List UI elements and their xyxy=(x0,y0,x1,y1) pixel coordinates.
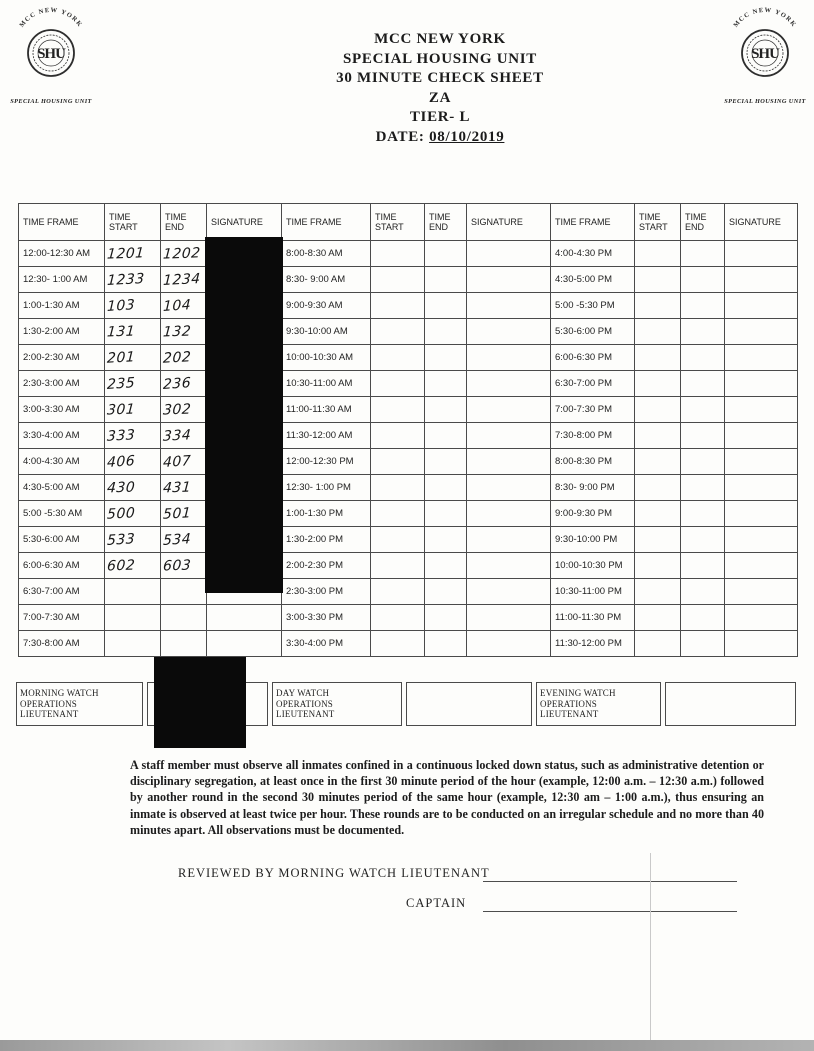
time-start-cell xyxy=(635,293,681,319)
signature-cell xyxy=(725,501,798,527)
time-start-cell xyxy=(635,267,681,293)
time-frame-cell: 3:30-4:00 PM xyxy=(282,631,371,657)
handwritten-entry: 333 xyxy=(106,426,136,445)
handwritten-entry: 235 xyxy=(106,374,136,393)
handwritten-entry: 500 xyxy=(106,504,136,523)
time-end-cell xyxy=(161,267,207,293)
time-frame-cell: 7:30-8:00 PM xyxy=(551,423,635,449)
time-end-cell xyxy=(161,423,207,449)
svg-text:MCC NEW YORK xyxy=(18,7,83,29)
time-end-cell xyxy=(681,423,725,449)
time-frame-cell: 11:30-12:00 PM xyxy=(551,631,635,657)
table-row xyxy=(19,605,798,631)
time-end-cell xyxy=(681,267,725,293)
column-header-time-end: TIME END xyxy=(425,204,467,241)
signature-cell xyxy=(467,319,551,345)
signature-cell xyxy=(725,397,798,423)
table-row xyxy=(19,397,798,423)
time-end-cell xyxy=(681,319,725,345)
time-start-cell xyxy=(371,241,425,267)
stamp-arc-text: MCC NEW YORK xyxy=(18,6,84,29)
table-row xyxy=(19,371,798,397)
time-frame-cell: 5:00 -5:30 PM xyxy=(551,293,635,319)
time-start-cell xyxy=(371,319,425,345)
time-end-cell xyxy=(425,579,467,605)
time-end-cell xyxy=(425,449,467,475)
time-start-cell xyxy=(105,241,161,267)
signature-cell xyxy=(467,423,551,449)
watch-label-line: LIEUTENANT xyxy=(540,709,599,720)
shu-stamp-graphic xyxy=(8,6,94,108)
time-end-cell xyxy=(425,475,467,501)
time-start-cell xyxy=(635,397,681,423)
time-frame-cell: 1:00-1:30 AM xyxy=(19,293,105,319)
time-end-cell xyxy=(161,631,207,657)
time-start-cell xyxy=(105,345,161,371)
time-frame-cell: 7:00-7:30 AM xyxy=(19,605,105,631)
table-row xyxy=(19,319,798,345)
signature-cell xyxy=(207,605,282,631)
time-start-cell xyxy=(635,553,681,579)
signature-cell xyxy=(467,267,551,293)
watch-label-line: LIEUTENANT xyxy=(20,709,79,720)
time-end-cell xyxy=(681,501,725,527)
column-header-time-end: TIME END xyxy=(161,204,207,241)
time-start-cell xyxy=(635,449,681,475)
title-line-form: 30 MINUTE CHECK SHEET xyxy=(336,70,544,86)
time-frame-cell: 8:00-8:30 PM xyxy=(551,449,635,475)
check-table-head xyxy=(19,204,798,241)
time-start-cell xyxy=(371,345,425,371)
time-frame-cell: 9:30-10:00 AM xyxy=(282,319,371,345)
table-row xyxy=(19,553,798,579)
table-row xyxy=(19,241,798,267)
time-end-cell xyxy=(161,475,207,501)
column-header-signature: SIGNATURE xyxy=(207,204,282,241)
signature-cell xyxy=(725,605,798,631)
time-start-cell xyxy=(635,501,681,527)
handwritten-entry: 603 xyxy=(162,556,192,575)
column-header-signature: SIGNATURE xyxy=(467,204,551,241)
watch-label-day xyxy=(272,682,402,726)
table-row xyxy=(19,501,798,527)
column-header-time-start: TIME START xyxy=(371,204,425,241)
time-frame-cell: 4:30-5:00 PM xyxy=(551,267,635,293)
check-table-body xyxy=(19,241,798,657)
time-end-cell xyxy=(161,605,207,631)
signature-cell xyxy=(207,631,282,657)
watch-label-line: OPERATIONS xyxy=(540,698,598,709)
handwritten-entry: 1233 xyxy=(106,270,146,289)
time-frame-cell: 11:00-11:30 AM xyxy=(282,397,371,423)
signature-cell xyxy=(725,527,798,553)
time-end-cell xyxy=(161,371,207,397)
stamp-emblem-text: SHU xyxy=(751,46,779,62)
handwritten-entry: 602 xyxy=(106,556,136,575)
title-line-tier: TIER- L xyxy=(409,109,471,125)
signature-cell xyxy=(725,241,798,267)
handwritten-entry: 406 xyxy=(106,452,136,471)
date-label: DATE: xyxy=(375,128,425,145)
time-start-cell xyxy=(371,579,425,605)
signature-cell xyxy=(725,371,798,397)
handwritten-entry: 534 xyxy=(162,530,192,549)
handwritten-entry: 1202 xyxy=(162,244,202,263)
table-row xyxy=(19,527,798,553)
time-frame-cell: 6:00-6:30 PM xyxy=(551,345,635,371)
time-start-cell xyxy=(105,267,161,293)
time-end-cell xyxy=(161,241,207,267)
handwritten-entry: 431 xyxy=(162,478,192,497)
time-frame-cell: 10:30-11:00 AM xyxy=(282,371,371,397)
table-row xyxy=(19,345,798,371)
signature-cell xyxy=(725,319,798,345)
handwritten-entry: 202 xyxy=(162,348,192,367)
time-end-cell xyxy=(425,345,467,371)
handwritten-entry: 201 xyxy=(106,348,136,367)
time-frame-cell: 10:00-10:30 AM xyxy=(282,345,371,371)
time-frame-cell: 9:00-9:30 AM xyxy=(282,293,371,319)
time-end-cell xyxy=(425,397,467,423)
time-start-cell xyxy=(635,345,681,371)
table-row xyxy=(19,423,798,449)
signature-cell xyxy=(725,267,798,293)
handwritten-entry: 407 xyxy=(162,452,192,471)
table-row xyxy=(19,267,798,293)
time-end-cell xyxy=(681,475,725,501)
time-start-cell xyxy=(105,293,161,319)
time-end-cell xyxy=(161,527,207,553)
captain-label: CAPTAIN xyxy=(406,896,467,910)
title-line-facility: MCC NEW YORK xyxy=(374,31,506,47)
time-end-cell xyxy=(425,631,467,657)
time-end-cell xyxy=(161,501,207,527)
time-end-cell xyxy=(425,423,467,449)
time-frame-cell: 9:30-10:00 PM xyxy=(551,527,635,553)
handwritten-entry: 132 xyxy=(162,322,192,341)
time-end-cell xyxy=(425,527,467,553)
time-start-cell xyxy=(105,475,161,501)
watch-signature-area-day xyxy=(406,682,532,726)
watch-label-morning xyxy=(16,682,143,726)
handwritten-entry: 301 xyxy=(106,400,136,419)
time-end-cell xyxy=(425,605,467,631)
time-frame-cell: 3:30-4:00 AM xyxy=(19,423,105,449)
watch-signature-area-evening xyxy=(665,682,796,726)
check-table xyxy=(18,203,798,657)
time-frame-cell: 5:30-6:00 AM xyxy=(19,527,105,553)
signature-cell xyxy=(467,501,551,527)
time-frame-cell: 3:00-3:30 PM xyxy=(282,605,371,631)
shu-stamp-left xyxy=(8,6,94,108)
time-frame-cell: 5:30-6:00 PM xyxy=(551,319,635,345)
scan-artifact-vertical-line xyxy=(650,853,651,1041)
time-frame-cell: 12:30- 1:00 PM xyxy=(282,475,371,501)
reviewed-by-signature-line xyxy=(483,881,737,882)
time-end-cell xyxy=(161,553,207,579)
signature-cell xyxy=(725,293,798,319)
time-start-cell xyxy=(371,423,425,449)
time-start-cell xyxy=(371,631,425,657)
time-start-cell xyxy=(635,631,681,657)
time-frame-cell: 1:30-2:00 AM xyxy=(19,319,105,345)
table-row xyxy=(19,475,798,501)
watch-label-evening xyxy=(536,682,661,726)
time-frame-cell: 10:00-10:30 PM xyxy=(551,553,635,579)
captain-signature-line xyxy=(483,911,737,912)
signature-cell xyxy=(467,527,551,553)
time-frame-cell: 12:00-12:30 AM xyxy=(19,241,105,267)
handwritten-entry: 104 xyxy=(162,296,192,315)
time-frame-cell: 6:00-6:30 AM xyxy=(19,553,105,579)
scan-artifact-bottom-edge xyxy=(0,1040,814,1051)
watch-label-line: OPERATIONS xyxy=(276,698,334,709)
time-frame-cell: 11:00-11:30 PM xyxy=(551,605,635,631)
watch-label-line: LIEUTENANT xyxy=(276,709,335,720)
time-frame-cell: 12:30- 1:00 AM xyxy=(19,267,105,293)
time-frame-cell: 8:00-8:30 AM xyxy=(282,241,371,267)
column-header-time-start: TIME START xyxy=(635,204,681,241)
time-end-cell xyxy=(681,449,725,475)
time-frame-cell: 9:00-9:30 PM xyxy=(551,501,635,527)
time-end-cell xyxy=(161,579,207,605)
stamp-caption: SPECIAL HOUSING UNIT xyxy=(10,98,92,105)
time-end-cell xyxy=(681,241,725,267)
time-frame-cell: 10:30-11:00 PM xyxy=(551,579,635,605)
time-end-cell xyxy=(161,319,207,345)
handwritten-entry: 533 xyxy=(106,530,136,549)
column-header-signature: SIGNATURE xyxy=(725,204,798,241)
stamp-caption: SPECIAL HOUSING UNIT xyxy=(724,98,806,105)
svg-text:MCC NEW YORK xyxy=(732,7,797,29)
time-end-cell xyxy=(161,449,207,475)
column-header-time-frame: TIME FRAME xyxy=(19,204,105,241)
time-start-cell xyxy=(105,631,161,657)
time-end-cell xyxy=(681,553,725,579)
signature-cell xyxy=(467,241,551,267)
time-end-cell xyxy=(681,293,725,319)
redaction-box-morning-watch-signature xyxy=(154,657,246,748)
watch-label-line: OPERATIONS xyxy=(20,698,78,709)
time-frame-cell: 7:00-7:30 PM xyxy=(551,397,635,423)
time-end-cell xyxy=(681,605,725,631)
signature-cell xyxy=(467,605,551,631)
check-table-wrap xyxy=(18,203,798,657)
signature-cell xyxy=(725,553,798,579)
time-start-cell xyxy=(635,319,681,345)
time-end-cell xyxy=(681,631,725,657)
signature-cell xyxy=(467,293,551,319)
handwritten-entry: 430 xyxy=(106,478,136,497)
table-row xyxy=(19,449,798,475)
time-start-cell xyxy=(105,397,161,423)
time-frame-cell: 2:00-2:30 AM xyxy=(19,345,105,371)
time-end-cell xyxy=(681,345,725,371)
time-start-cell xyxy=(371,397,425,423)
column-header-time-start: TIME START xyxy=(105,204,161,241)
time-frame-cell: 12:00-12:30 PM xyxy=(282,449,371,475)
signature-cell xyxy=(725,345,798,371)
time-start-cell xyxy=(105,423,161,449)
time-start-cell xyxy=(635,579,681,605)
time-start-cell xyxy=(105,605,161,631)
signature-cell xyxy=(467,553,551,579)
time-start-cell xyxy=(635,527,681,553)
time-start-cell xyxy=(635,423,681,449)
time-frame-cell: 6:30-7:00 PM xyxy=(551,371,635,397)
time-start-cell xyxy=(635,475,681,501)
watch-label-line: DAY WATCH xyxy=(276,688,330,699)
time-start-cell xyxy=(371,501,425,527)
handwritten-entry: 1201 xyxy=(106,244,146,263)
time-frame-cell: 2:30-3:00 AM xyxy=(19,371,105,397)
document-title xyxy=(120,30,760,147)
watch-label-line: MORNING WATCH xyxy=(20,688,99,699)
signature-cell xyxy=(467,371,551,397)
handwritten-entry: 501 xyxy=(162,504,192,523)
time-start-cell xyxy=(105,553,161,579)
time-start-cell xyxy=(635,605,681,631)
handwritten-entry: 302 xyxy=(162,400,192,419)
watch-label-line: EVENING WATCH xyxy=(540,688,616,699)
time-start-cell xyxy=(105,371,161,397)
signature-cell xyxy=(725,475,798,501)
signature-cell xyxy=(467,475,551,501)
time-start-cell xyxy=(371,267,425,293)
column-header-time-frame: TIME FRAME xyxy=(551,204,635,241)
signature-cell xyxy=(725,631,798,657)
time-frame-cell: 1:00-1:30 PM xyxy=(282,501,371,527)
time-start-cell xyxy=(105,449,161,475)
handwritten-entry: 334 xyxy=(162,426,192,445)
time-start-cell xyxy=(105,319,161,345)
time-start-cell xyxy=(371,605,425,631)
time-start-cell xyxy=(371,553,425,579)
time-start-cell xyxy=(371,527,425,553)
time-start-cell xyxy=(635,371,681,397)
time-end-cell xyxy=(161,345,207,371)
time-start-cell xyxy=(371,475,425,501)
handwritten-entry: 131 xyxy=(106,322,136,341)
handwritten-entry: 1234 xyxy=(162,270,202,289)
time-frame-cell: 4:30-5:00 AM xyxy=(19,475,105,501)
time-end-cell xyxy=(681,527,725,553)
column-header-time-frame: TIME FRAME xyxy=(282,204,371,241)
time-end-cell xyxy=(425,501,467,527)
table-row xyxy=(19,579,798,605)
signature-cell xyxy=(725,423,798,449)
time-frame-cell: 1:30-2:00 PM xyxy=(282,527,371,553)
time-end-cell xyxy=(425,553,467,579)
time-start-cell xyxy=(105,527,161,553)
title-line-unit: SPECIAL HOUSING UNIT xyxy=(342,50,538,67)
signature-cell xyxy=(467,631,551,657)
signature-cell xyxy=(725,449,798,475)
date-line xyxy=(120,128,760,148)
time-frame-cell: 4:00-4:30 PM xyxy=(551,241,635,267)
time-end-cell xyxy=(161,293,207,319)
time-frame-cell: 3:00-3:30 AM xyxy=(19,397,105,423)
date-value: 08/10/2019 xyxy=(429,128,505,145)
reviewed-by-label: REVIEWED BY MORNING WATCH LIEUTENANT xyxy=(178,866,490,880)
signature-cell xyxy=(467,579,551,605)
header-row xyxy=(19,204,798,241)
time-end-cell xyxy=(681,397,725,423)
time-frame-cell: 7:30-8:00 AM xyxy=(19,631,105,657)
watch-row xyxy=(16,682,796,726)
time-end-cell xyxy=(425,241,467,267)
stamp-emblem-text: SHU xyxy=(37,46,65,62)
time-end-cell xyxy=(681,371,725,397)
time-start-cell xyxy=(105,579,161,605)
column-header-time-end: TIME END xyxy=(681,204,725,241)
signature-cell xyxy=(467,345,551,371)
title-line-za: ZA xyxy=(428,89,452,106)
signature-cell xyxy=(467,397,551,423)
time-start-cell xyxy=(635,241,681,267)
time-end-cell xyxy=(425,293,467,319)
signature-cell xyxy=(725,579,798,605)
table-row xyxy=(19,293,798,319)
time-start-cell xyxy=(371,371,425,397)
time-start-cell xyxy=(105,501,161,527)
time-end-cell xyxy=(425,267,467,293)
time-end-cell xyxy=(425,371,467,397)
time-start-cell xyxy=(371,293,425,319)
time-frame-cell: 11:30-12:00 AM xyxy=(282,423,371,449)
time-frame-cell: 4:00-4:30 AM xyxy=(19,449,105,475)
time-frame-cell: 2:00-2:30 PM xyxy=(282,553,371,579)
redaction-box-signature-column xyxy=(205,237,283,593)
handwritten-entry: 103 xyxy=(106,296,136,315)
stamp-arc-text: MCC NEW YORK xyxy=(732,6,798,29)
time-frame-cell: 5:00 -5:30 AM xyxy=(19,501,105,527)
time-frame-cell: 8:30- 9:00 PM xyxy=(551,475,635,501)
time-end-cell xyxy=(425,319,467,345)
time-frame-cell: 6:30-7:00 AM xyxy=(19,579,105,605)
handwritten-entry: 236 xyxy=(162,374,192,393)
time-frame-cell: 2:30-3:00 PM xyxy=(282,579,371,605)
time-start-cell xyxy=(371,449,425,475)
signature-cell xyxy=(467,449,551,475)
time-end-cell xyxy=(681,579,725,605)
time-end-cell xyxy=(161,397,207,423)
table-row xyxy=(19,631,798,657)
time-frame-cell: 8:30- 9:00 AM xyxy=(282,267,371,293)
observation-policy-notice: A staff member must observe all inmates confined in a continuous locked down status, such as administrative detention or disciplinary segregation, at least once in the first 30 minute period of the hour (example, 12:00 a.m. – 12:30 a.m.) followed by another round in the second 30 minutes period of the same hour (example, 12:30 am – 1:00 a.m.), thus ensuring an inmate is observed at least twice per hour. These rounds are to be conducted on an irregular schedule and no more than 40 minutes apart. All observations must be documented. xyxy=(130,758,764,837)
